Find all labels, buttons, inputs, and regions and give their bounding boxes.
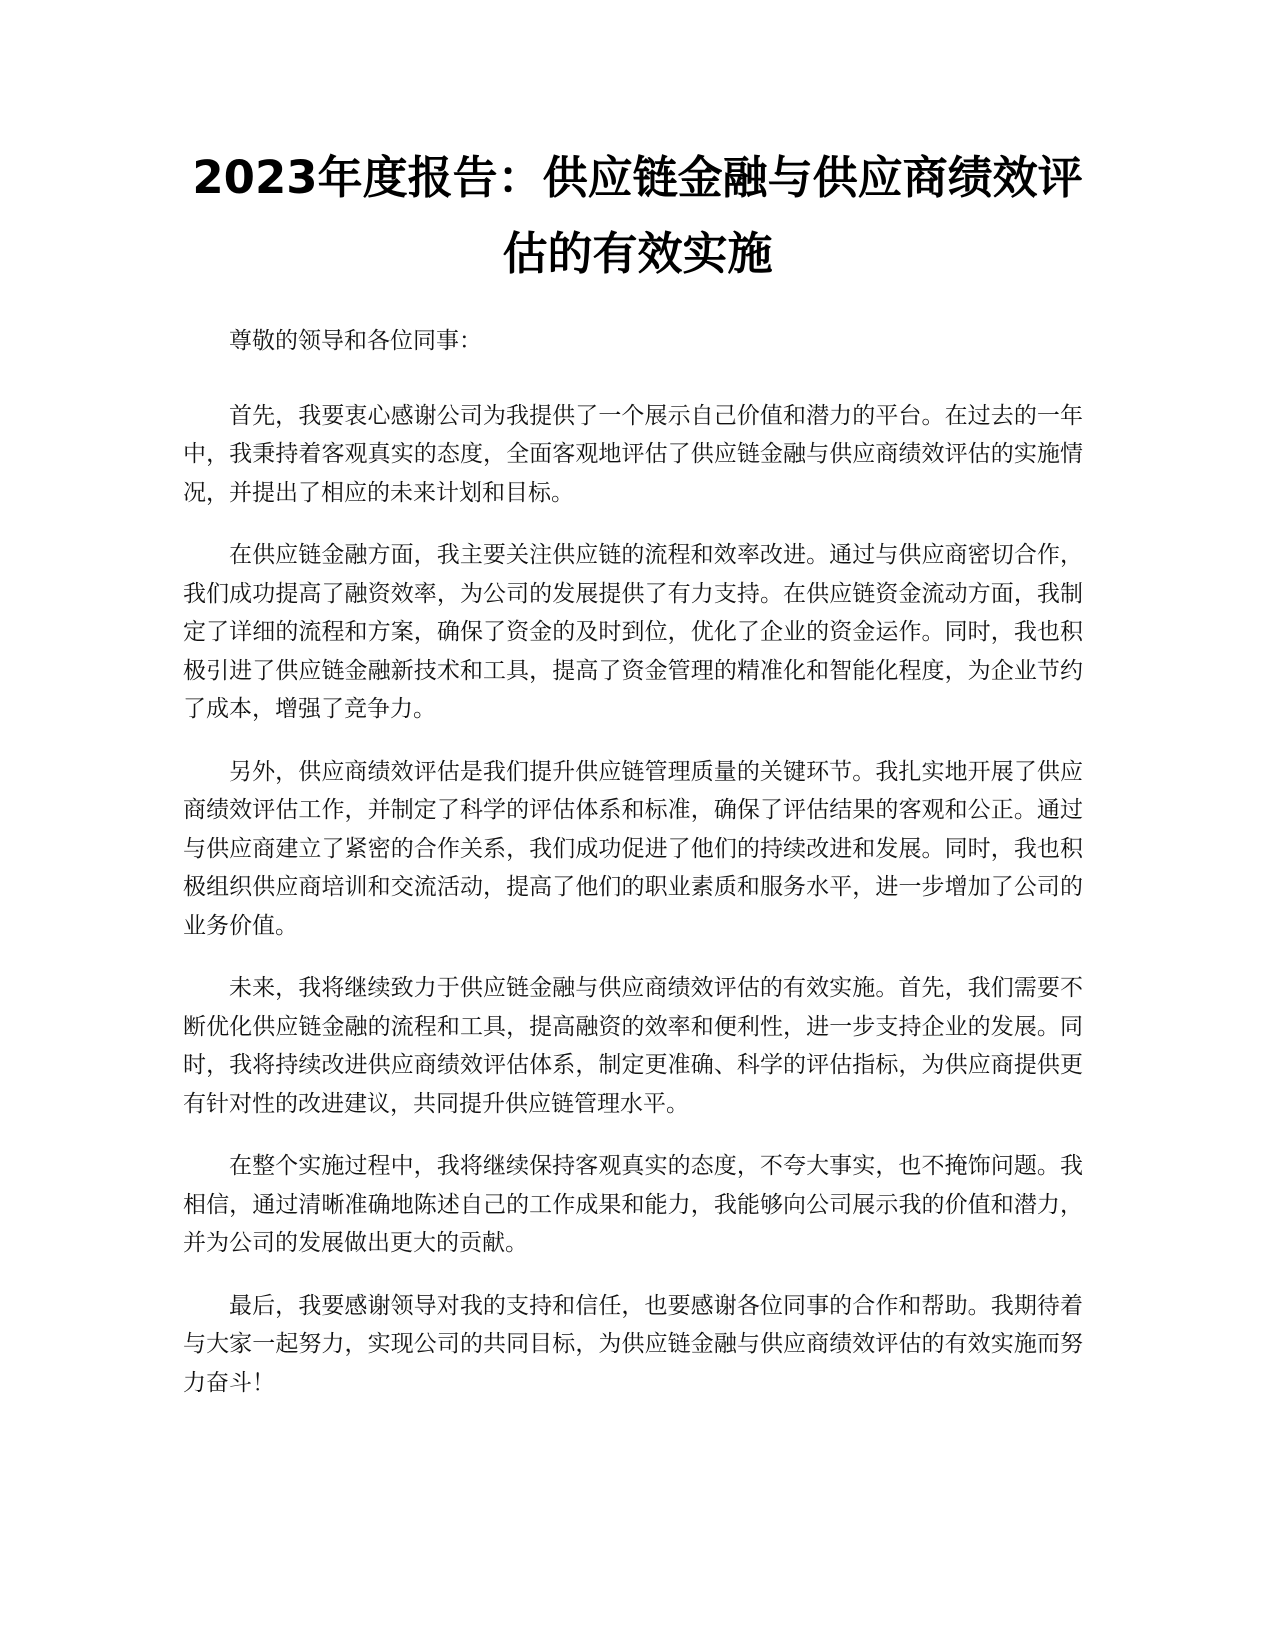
paragraph-attitude: 在整个实施过程中，我将继续保持客观真实的态度，不夸大事实，也不掩饰问题。我相信，通过清晰准确地陈述自己的工作成果和能力，我能够向公司展示我的价值和潜力，并为公司的发展做出更大的贡献。	[183, 1153, 1083, 1256]
document-title	[170, 140, 1105, 292]
title-line-2: 估的有效实施	[502, 227, 773, 280]
paragraph-gratitude: 首先，我要衷心感谢公司为我提供了一个展示自己价值和潜力的平台。在过去的一年中，我秉持着客观真实的态度，全面客观地评估了供应链金融与供应商绩效评估的实施情况，并提出了相应的未来计划和目标。	[183, 402, 1083, 506]
paragraph-supply-chain-finance: 在供应链金融方面，我主要关注供应链的流程和效率改进。通过与供应商密切合作，我们成功提高了融资效率，为公司的发展提供了有力支持。在供应链资金流动方面，我制定了详细的流程和方案，确保了资金的及时到位，优化了企业的资金运作。同时，我也积极引进了供应链金融新技术和工具，提高了资金管理的精准化和智能化程度，为企业节约了成本，增强了竞争力。	[183, 542, 1083, 722]
paragraph-supplier-evaluation: 另外，供应商绩效评估是我们提升供应链管理质量的关键环节。我扎实地开展了供应商绩效评估工作，并制定了科学的评估体系和标准，确保了评估结果的客观和公正。通过与供应商建立了紧密的合作关系，我们成功促进了他们的持续改进和发展。同时，我也积极组织供应商培训和交流活动，提高了他们的职业素质和服务水平，进一步增加了公司的业务价值。	[183, 758, 1083, 939]
document-body	[183, 322, 1083, 1426]
title-line-1: 2023年度报告：供应链金融与供应商绩效评	[192, 151, 1083, 204]
paragraph-future-plans: 未来，我将继续致力于供应链金融与供应商绩效评估的有效实施。首先，我们需要不断优化供应链金融的流程和工具，提高融资的效率和便利性，进一步支持企业的发展。同时，我将持续改进供应商绩效评估体系，制定更准确、科学的评估指标，为供应商提供更有针对性的改进建议，共同提升供应链管理水平。	[183, 975, 1083, 1117]
salutation: 尊敬的领导和各位同事：	[229, 328, 482, 354]
paragraph-closing: 最后，我要感谢领导对我的支持和信任，也要感谢各位同事的合作和帮助。我期待着与大家一起努力，实现公司的共同目标，为供应链金融与供应商绩效评估的有效实施而努力奋斗！	[183, 1292, 1083, 1396]
